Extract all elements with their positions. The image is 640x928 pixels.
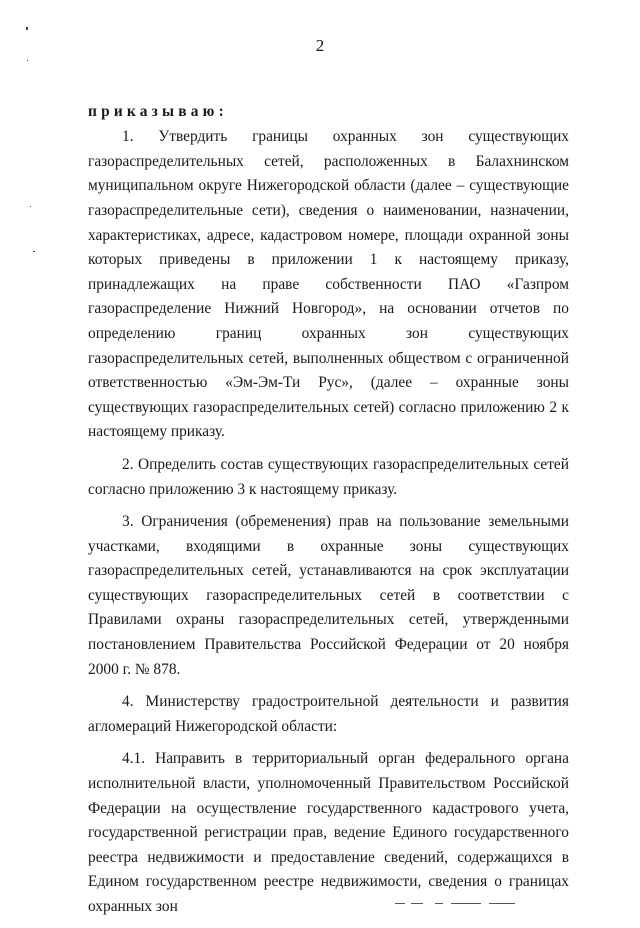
scan-mark-1 [26, 27, 28, 30]
order-heading: приказываю: [88, 103, 228, 120]
paragraph-4: 4. Министерству градостроительной деятельности и развития агломераций Нижегородской области: [88, 693, 569, 735]
paragraph-4-1: 4.1. Направить в территориальный орган федерального органа исполнительной власти, уполномоченный Правительством Российской Федерации на осуществление государственного кадастрового учета, государственной регистрации прав, ведение Единого государственного реестра недвижимости и предоставление сведений, содержащихся в Едином государственном реестре недвижимости, сведения о границах охранных зон [88, 750, 569, 915]
scan-mark-4 [33, 251, 35, 252]
paragraph-1: 1. Утвердить границы охранных зон существующих газораспределительных сетей, расположенных в Балахнинском муниципальном округе Нижегородской области (далее – существующие газораспределительные сети), сведения о наименовании, назначении, характеристиках, адресе, кадастровом номере, площади охранной зоны которых приведены в приложении 1 к настоящему приказу, принадлежащих на праве собственности ПАО «Газпром газораспределение Нижний Новгород», на основании отчетов по определению границ охранных зон существующих газораспределительных сетей, выполненных обществом с ограниченной ответственностью «Эм-Эм-Ти Рус», (далее – охранные зоны существующих газораспределительных сетей) согласно приложению 2 к настоящему приказу. [88, 128, 569, 441]
document-body [88, 100, 569, 928]
page-number: 2 [315, 36, 325, 55]
scan-mark-2 [27, 60, 28, 61]
scan-mark-3 [30, 206, 31, 207]
paragraph-2: 2. Определить состав существующих газораспределительных сетей согласно приложению 3 к настоящему приказу. [88, 455, 569, 498]
paragraph-3: 3. Ограничения (обременения) прав на пользование земельными участками, входящими в охранные зоны существующих газораспределительных сетей, устанавливаются на срок эксплуатации существующих газораспределительных сетей в соответствии с Правилами охраны газораспределительных сетей, утвержденными постановлением Правительства Российской Федерации от 20 ноября 2000 г. № 878. [88, 513, 569, 678]
